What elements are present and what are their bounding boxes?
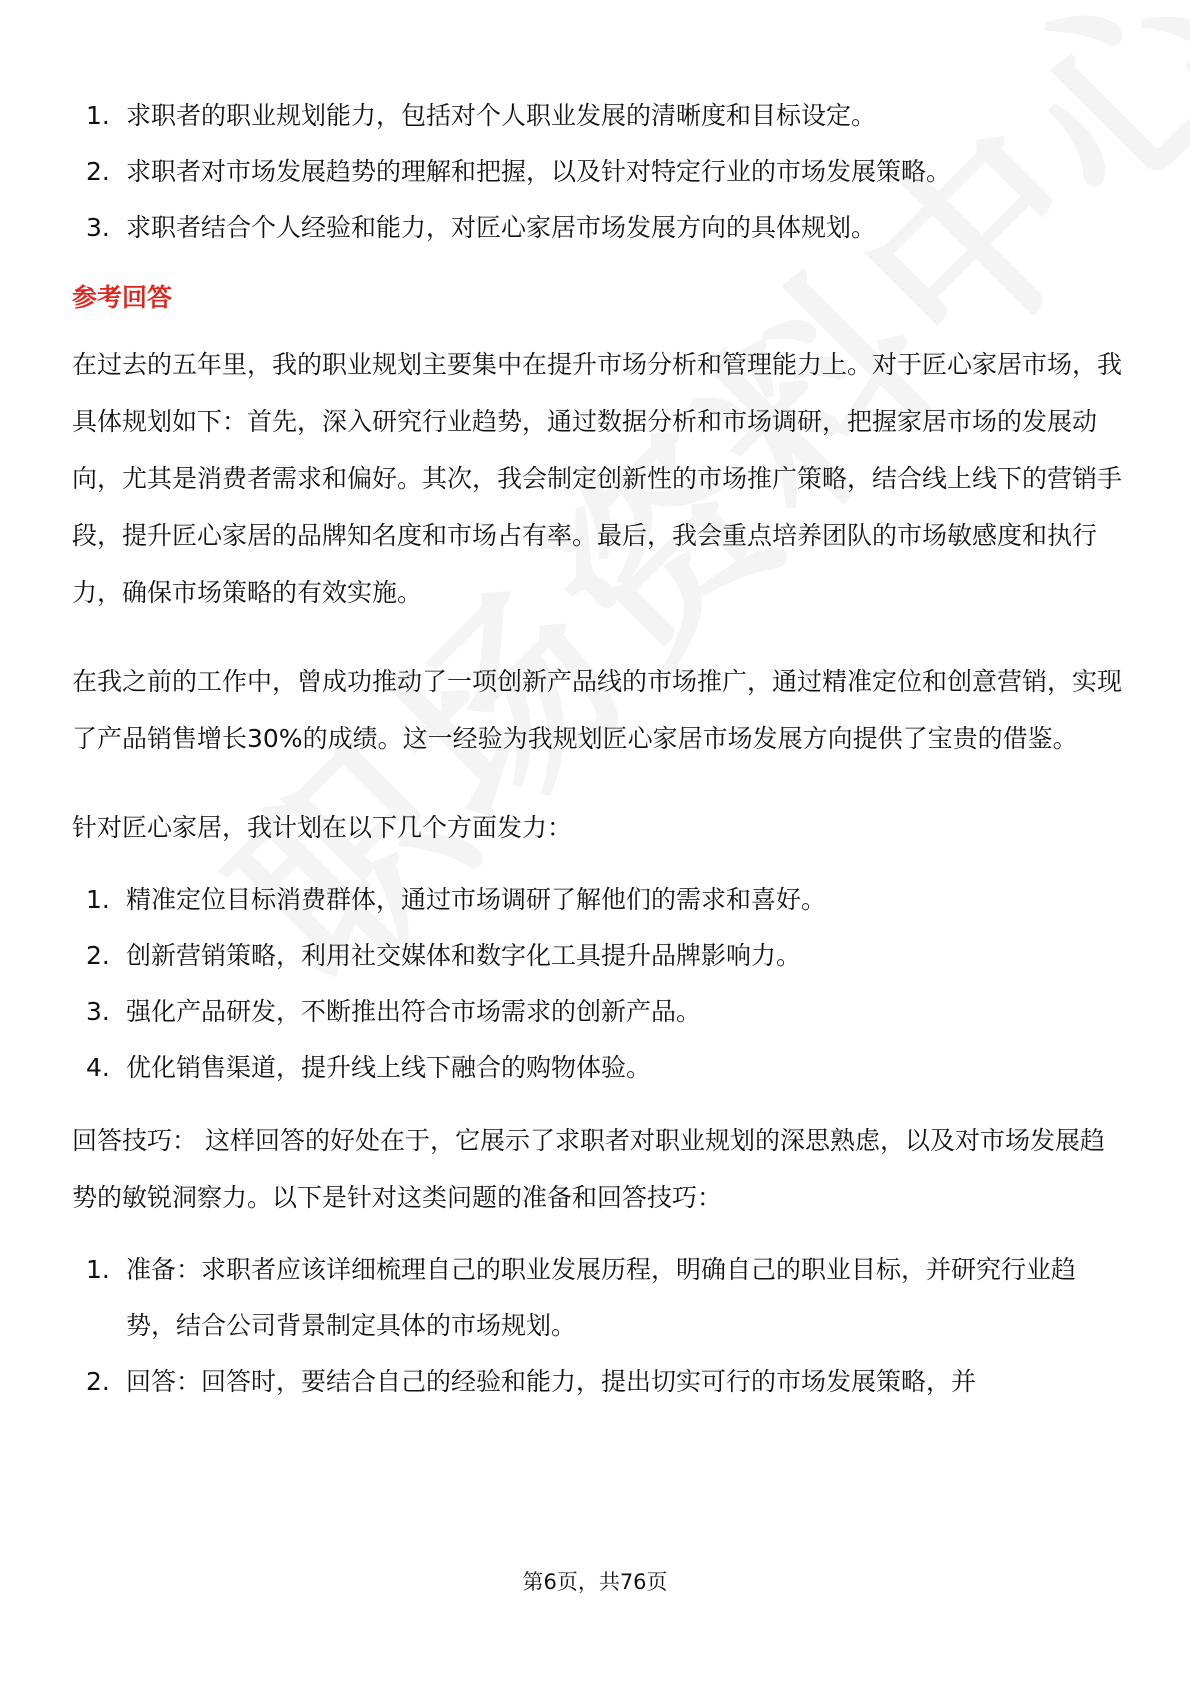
- list-text: 强化产品研发，不断推出符合市场需求的创新产品。: [126, 997, 702, 1026]
- list-text: 回答：回答时，要结合自己的经验和能力，提出切实可行的市场发展策略，并: [126, 1367, 977, 1396]
- list-item: [72, 200, 1122, 256]
- list-item: [72, 88, 1122, 144]
- list-number: 2.: [86, 1367, 110, 1396]
- list-text: 求职者结合个人经验和能力，对匠心家居市场发展方向的具体规划。: [126, 213, 877, 242]
- list-item: [72, 928, 1122, 984]
- list-item: [72, 1040, 1122, 1096]
- list-number: 1.: [86, 885, 110, 914]
- list-number: 2.: [86, 157, 110, 186]
- list-item: [72, 1242, 1122, 1354]
- list-number: 1.: [86, 1255, 110, 1284]
- list-text: 优化销售渠道，提升线上线下融合的购物体验。: [126, 1053, 652, 1082]
- list-number: 3.: [86, 997, 110, 1026]
- list-item: [72, 872, 1122, 928]
- list-text: 求职者对市场发展趋势的理解和把握，以及针对特定行业的市场发展策略。: [126, 157, 952, 186]
- page-number-footer: 第6页，共76页: [522, 1570, 668, 1594]
- list-text: 准备：求职者应该详细梳理自己的职业发展历程，明确自己的职业目标，并研究行业趋势，结合公司背景制定具体的市场规划。: [126, 1255, 1077, 1340]
- tips-list: [72, 1242, 1122, 1410]
- plan-list: [72, 872, 1122, 1096]
- paragraph: 针对匠心家居，我计划在以下几个方面发力：: [72, 813, 573, 842]
- list-number: 4.: [86, 1053, 110, 1082]
- criteria-list: [72, 88, 1122, 256]
- list-number: 2.: [86, 941, 110, 970]
- list-item: [72, 984, 1122, 1040]
- list-text: 求职者的职业规划能力，包括对个人职业发展的清晰度和目标设定。: [126, 101, 877, 130]
- list-item: [72, 144, 1122, 200]
- content: [72, 88, 1122, 1410]
- list-item: [72, 1354, 1122, 1410]
- reference-answer-heading: 参考回答: [72, 283, 173, 312]
- paragraph: 回答技巧： 这样回答的好处在于，它展示了求职者对职业规划的深思熟虑，以及对市场发展趋势的敏锐洞察力。以下是针对这类问题的准备和回答技巧：: [72, 1126, 1105, 1212]
- list-number: 1.: [86, 101, 110, 130]
- list-number: 3.: [86, 213, 110, 242]
- paragraph: 在我之前的工作中，曾成功推动了一项创新产品线的市场推广，通过精准定位和创意营销，实现了产品销售增长30%的成绩。这一经验为我规划匠心家居市场发展方向提供了宝贵的借鉴。: [72, 667, 1123, 753]
- list-text: 精准定位目标消费群体，通过市场调研了解他们的需求和喜好。: [126, 885, 827, 914]
- paragraph: 在过去的五年里，我的职业规划主要集中在提升市场分析和管理能力上。对于匠心家居市场，我具体规划如下：首先，深入研究行业趋势，通过数据分析和市场调研，把握家居市场的发展动向，尤其是消费者需求和偏好。其次，我会制定创新性的市场推广策略，结合线上线下的营销手段，提升匠心家居的品牌知名度和市场占有率。最后，我会重点培养团队的市场敏感度和执行力，确保市场策略的有效实施。: [72, 350, 1123, 607]
- list-text: 创新营销策略，利用社交媒体和数字化工具提升品牌影响力。: [126, 941, 802, 970]
